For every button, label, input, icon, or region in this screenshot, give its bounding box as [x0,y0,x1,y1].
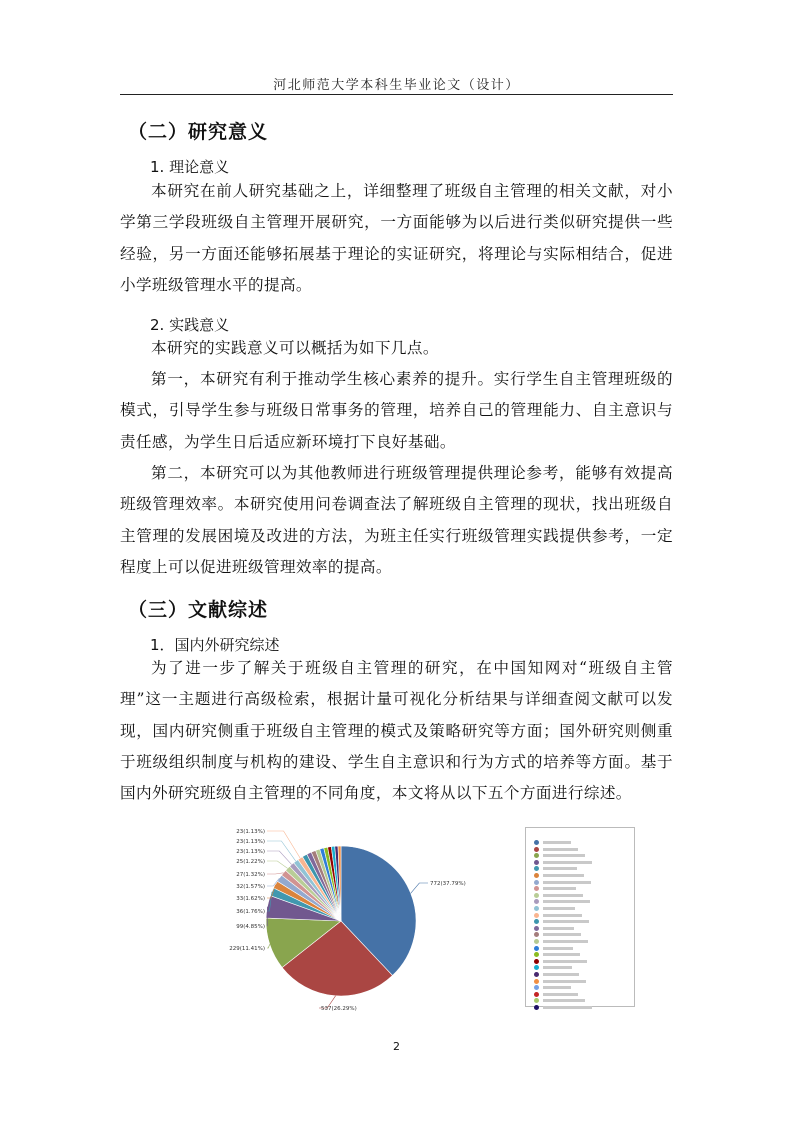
pie-slice-label: 23(1.13%) [236,829,265,835]
legend-text-placeholder [543,874,584,877]
legend-text-placeholder [543,999,585,1002]
legend-swatch [534,985,539,990]
legend-swatch [534,880,539,885]
legend-text-placeholder [543,973,579,976]
legend-text-placeholder [543,1006,592,1009]
legend-swatch [534,939,539,944]
legend-text-placeholder [543,881,591,884]
pie-slice-label: 36(1.76%) [236,909,265,915]
legend-swatch [534,913,539,918]
legend-swatch [534,860,539,865]
legend-swatch [534,893,539,898]
section-heading-literature: （三）文献综述 [128,599,269,621]
legend-text-placeholder [543,986,571,989]
legend-swatch [534,853,539,858]
legend-text-placeholder [543,927,574,930]
legend-swatch [534,952,539,957]
paragraph-theory: 本研究在前人研究基础之上，详细整理了班级自主管理的相关文献，对小学第三学段班级自主管理开展研究，一方面能够为以后进行类似研究提供一些经验，另一方面还能够拓展基于理论的实证研究，将理论与实际相结合，促进小学班级管理水平的提高。 [120,182,673,294]
legend-swatch [534,886,539,891]
legend-text-placeholder [543,947,573,950]
legend-text-placeholder [543,841,571,844]
legend-swatch [534,873,539,878]
legend-swatch [534,919,539,924]
legend-text-placeholder [543,933,581,936]
legend-text-placeholder [543,914,582,917]
paragraph-literature: 为了进一步了解关于班级自主管理的研究，在中国知网对“班级自主管理”这一主题进行高级检索，根据计量可视化分析结果与详细查阅文献可以发现，国内研究侧重于班级自主管理的模式及策略研究等方面；国外研究则侧重于班级组织制度与机构的建设、学生自主意识和行为方式的培养等方面。基于国内外研究班级自主管理的不同角度，本文将从以下五个方面进行综述。 [120,659,673,803]
pie-slice-label: 25(1.22%) [236,859,265,865]
chart-legend [525,827,635,1007]
legend-text-placeholder [543,854,585,857]
paragraph-practice-second: 第二，本研究可以为其他教师进行班级管理提供理论参考，能够有效提高班级管理效率。本研究使用问卷调查法了解班级自主管理的现状，找出班级自主管理的发展困境及改进的方法，为班主任实行班级管理实践提供参考，一定程度上可以促进班级管理效率的提高。 [120,464,673,576]
legend-swatch [534,926,539,931]
subheading-theory: 1. 理论意义 [150,158,230,176]
pie-chart-svg [205,828,505,1013]
legend-swatch [534,979,539,984]
legend-swatch [534,899,539,904]
legend-text-placeholder [543,867,577,870]
legend-swatch [534,972,539,977]
header-rule [120,94,673,95]
pie-slice-label: 23(1.13%) [236,849,265,855]
pie-leader-line [411,883,428,893]
legend-text-placeholder [543,900,590,903]
section-heading-significance: （二）研究意义 [128,121,269,143]
pie-slice-label: 229(11.41%) [229,946,265,952]
subheading-domestic-foreign: 1．国内外研究综述 [150,636,280,654]
legend-text-placeholder [543,940,588,943]
legend-swatch [534,965,539,970]
pie-chart [205,828,505,1013]
running-header: 河北师范大学本科生毕业论文（设计） [273,78,520,93]
legend-text-placeholder [543,848,578,851]
legend-swatch [534,932,539,937]
legend-text-placeholder [543,966,572,969]
legend-text-placeholder [543,980,586,983]
legend-swatch [534,847,539,852]
legend-swatch [534,840,539,845]
legend-text-placeholder [543,887,576,890]
paragraph-practice-first: 第一，本研究有利于推动学生核心素养的提升。实行学生自主管理班级的模式，引导学生参与班级日常事务的管理，培养自己的管理能力、自主意识与责任感，为学生日后适应新环境打下良好基础。 [120,370,673,451]
legend-text-placeholder [543,960,587,963]
pie-leader-line [267,944,270,948]
subheading-practice: 2. 实践意义 [150,316,230,334]
pie-slice-label: 23(1.13%) [236,839,265,845]
pie-leader-line [267,861,288,868]
legend-swatch [534,959,539,964]
legend-swatch [534,946,539,951]
legend-swatch [534,998,539,1003]
legend-text-placeholder [543,953,580,956]
pie-slice-label: 32(1.57%) [236,884,265,890]
pie-leader-line [267,873,284,874]
legend-swatch [534,1005,539,1010]
legend-text-placeholder [543,894,583,897]
paragraph-practice-intro: 本研究的实践意义可以概括为如下几点。 [151,339,439,357]
page-number: 2 [393,1040,400,1053]
legend-swatch [534,866,539,871]
pie-slice-label: 27(1.32%) [236,872,265,878]
legend-swatch [534,992,539,997]
legend-swatch [534,906,539,911]
legend-text-placeholder [543,920,589,923]
pie-slice-label: 99(4.85%) [236,924,265,930]
legend-text-placeholder [543,861,592,864]
legend-text-placeholder [543,907,575,910]
pie-slice-label: 772(37.79%) [430,881,466,887]
pie-slice-label: 537(26.29%) [321,1006,357,1012]
pie-slice-label: 33(1.62%) [236,896,265,902]
legend-text-placeholder [543,993,578,996]
